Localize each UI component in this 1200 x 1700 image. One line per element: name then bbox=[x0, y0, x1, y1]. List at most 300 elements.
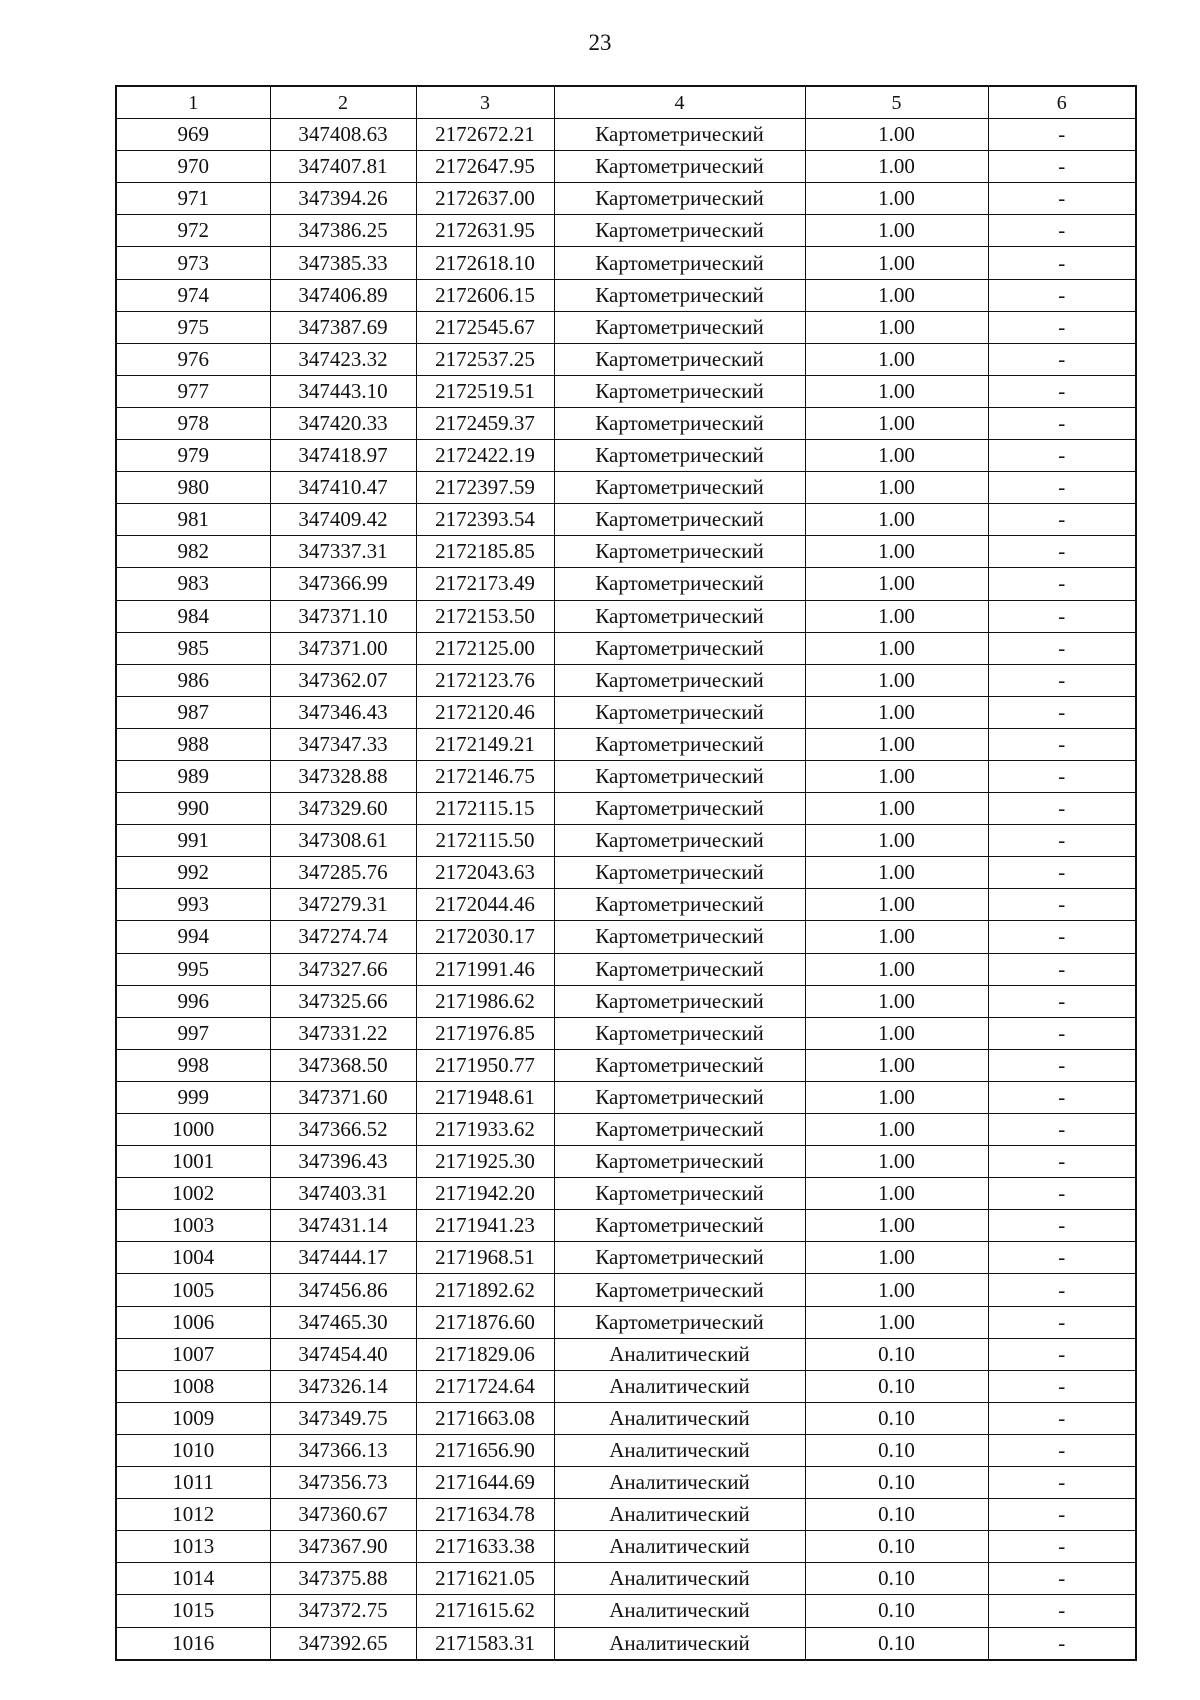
description-cell: - bbox=[988, 1049, 1136, 1081]
accuracy-cell: 1.00 bbox=[805, 1146, 988, 1178]
description-cell: - bbox=[988, 215, 1136, 247]
accuracy-cell: 1.00 bbox=[805, 215, 988, 247]
description-cell: - bbox=[988, 1627, 1136, 1660]
point-number-cell: 988 bbox=[116, 728, 270, 760]
table-row bbox=[116, 857, 1136, 889]
accuracy-cell: 1.00 bbox=[805, 889, 988, 921]
x-coordinate-cell: 347423.32 bbox=[270, 343, 416, 375]
y-coordinate-cell: 2172125.00 bbox=[416, 632, 554, 664]
description-cell: - bbox=[988, 760, 1136, 792]
method-cell: Картометрический bbox=[554, 1081, 805, 1113]
accuracy-cell: 1.00 bbox=[805, 1274, 988, 1306]
y-coordinate-cell: 2171933.62 bbox=[416, 1114, 554, 1146]
table-row bbox=[116, 1114, 1136, 1146]
accuracy-cell: 0.10 bbox=[805, 1434, 988, 1466]
y-coordinate-cell: 2172631.95 bbox=[416, 215, 554, 247]
x-coordinate-cell: 347327.66 bbox=[270, 953, 416, 985]
page-number: 23 bbox=[588, 30, 612, 55]
description-cell: - bbox=[988, 1338, 1136, 1370]
method-cell: Картометрический bbox=[554, 440, 805, 472]
accuracy-cell: 1.00 bbox=[805, 953, 988, 985]
accuracy-cell: 1.00 bbox=[805, 728, 988, 760]
table-row bbox=[116, 440, 1136, 472]
accuracy-cell: 1.00 bbox=[805, 696, 988, 728]
x-coordinate-cell: 347362.07 bbox=[270, 664, 416, 696]
x-coordinate-cell: 347403.31 bbox=[270, 1178, 416, 1210]
point-number-cell: 978 bbox=[116, 407, 270, 439]
table-row bbox=[116, 472, 1136, 504]
table-row bbox=[116, 1242, 1136, 1274]
x-coordinate-cell: 347371.00 bbox=[270, 632, 416, 664]
table-row bbox=[116, 1178, 1136, 1210]
y-coordinate-cell: 2171634.78 bbox=[416, 1499, 554, 1531]
y-coordinate-cell: 2172120.46 bbox=[416, 696, 554, 728]
method-cell: Аналитический bbox=[554, 1499, 805, 1531]
method-cell: Картометрический bbox=[554, 504, 805, 536]
y-coordinate-cell: 2172545.67 bbox=[416, 311, 554, 343]
accuracy-cell: 1.00 bbox=[805, 119, 988, 151]
description-cell: - bbox=[988, 632, 1136, 664]
description-cell: - bbox=[988, 664, 1136, 696]
description-cell: - bbox=[988, 728, 1136, 760]
point-number-cell: 974 bbox=[116, 279, 270, 311]
y-coordinate-cell: 2171950.77 bbox=[416, 1049, 554, 1081]
table-row bbox=[116, 183, 1136, 215]
description-cell: - bbox=[988, 1242, 1136, 1274]
table-row bbox=[116, 889, 1136, 921]
x-coordinate-cell: 347308.61 bbox=[270, 825, 416, 857]
table-row bbox=[116, 632, 1136, 664]
point-number-cell: 990 bbox=[116, 793, 270, 825]
accuracy-cell: 0.10 bbox=[805, 1563, 988, 1595]
x-coordinate-cell: 347409.42 bbox=[270, 504, 416, 536]
description-cell: - bbox=[988, 1402, 1136, 1434]
y-coordinate-cell: 2171724.64 bbox=[416, 1370, 554, 1402]
table-row bbox=[116, 311, 1136, 343]
method-cell: Картометрический bbox=[554, 728, 805, 760]
y-coordinate-cell: 2171621.05 bbox=[416, 1563, 554, 1595]
column-header-2: 2 bbox=[270, 86, 416, 119]
table-row bbox=[116, 985, 1136, 1017]
method-cell: Картометрический bbox=[554, 1210, 805, 1242]
table-row bbox=[116, 375, 1136, 407]
description-cell: - bbox=[988, 472, 1136, 504]
x-coordinate-cell: 347385.33 bbox=[270, 247, 416, 279]
accuracy-cell: 1.00 bbox=[805, 472, 988, 504]
description-cell: - bbox=[988, 1467, 1136, 1499]
x-coordinate-cell: 347431.14 bbox=[270, 1210, 416, 1242]
description-cell: - bbox=[988, 953, 1136, 985]
point-number-cell: 994 bbox=[116, 921, 270, 953]
point-number-cell: 977 bbox=[116, 375, 270, 407]
table-row bbox=[116, 1499, 1136, 1531]
accuracy-cell: 1.00 bbox=[805, 600, 988, 632]
y-coordinate-cell: 2172149.21 bbox=[416, 728, 554, 760]
table-row bbox=[116, 119, 1136, 151]
description-cell: - bbox=[988, 793, 1136, 825]
method-cell: Картометрический bbox=[554, 311, 805, 343]
method-cell: Аналитический bbox=[554, 1370, 805, 1402]
description-cell: - bbox=[988, 1017, 1136, 1049]
accuracy-cell: 1.00 bbox=[805, 1017, 988, 1049]
x-coordinate-cell: 347331.22 bbox=[270, 1017, 416, 1049]
coordinates-table bbox=[115, 85, 1137, 1661]
point-number-cell: 983 bbox=[116, 568, 270, 600]
y-coordinate-cell: 2171656.90 bbox=[416, 1434, 554, 1466]
x-coordinate-cell: 347454.40 bbox=[270, 1338, 416, 1370]
x-coordinate-cell: 347356.73 bbox=[270, 1467, 416, 1499]
point-number-cell: 972 bbox=[116, 215, 270, 247]
table-row bbox=[116, 1531, 1136, 1563]
accuracy-cell: 1.00 bbox=[805, 857, 988, 889]
accuracy-cell: 0.10 bbox=[805, 1595, 988, 1627]
point-number-cell: 1016 bbox=[116, 1627, 270, 1660]
accuracy-cell: 1.00 bbox=[805, 632, 988, 664]
table-row bbox=[116, 151, 1136, 183]
point-number-cell: 992 bbox=[116, 857, 270, 889]
description-cell: - bbox=[988, 696, 1136, 728]
description-cell: - bbox=[988, 247, 1136, 279]
point-number-cell: 986 bbox=[116, 664, 270, 696]
accuracy-cell: 1.00 bbox=[805, 1306, 988, 1338]
x-coordinate-cell: 347274.74 bbox=[270, 921, 416, 953]
table-row bbox=[116, 1081, 1136, 1113]
method-cell: Картометрический bbox=[554, 343, 805, 375]
point-number-cell: 981 bbox=[116, 504, 270, 536]
description-cell: - bbox=[988, 1306, 1136, 1338]
table-row bbox=[116, 536, 1136, 568]
column-header-1: 1 bbox=[116, 86, 270, 119]
table-body bbox=[116, 119, 1136, 1660]
accuracy-cell: 1.00 bbox=[805, 985, 988, 1017]
accuracy-cell: 0.10 bbox=[805, 1627, 988, 1660]
table-row bbox=[116, 1306, 1136, 1338]
description-cell: - bbox=[988, 857, 1136, 889]
point-number-cell: 1013 bbox=[116, 1531, 270, 1563]
y-coordinate-cell: 2171892.62 bbox=[416, 1274, 554, 1306]
method-cell: Картометрический bbox=[554, 1114, 805, 1146]
x-coordinate-cell: 347279.31 bbox=[270, 889, 416, 921]
table-row bbox=[116, 793, 1136, 825]
column-header-3: 3 bbox=[416, 86, 554, 119]
table-row bbox=[116, 1017, 1136, 1049]
method-cell: Картометрический bbox=[554, 151, 805, 183]
method-cell: Картометрический bbox=[554, 793, 805, 825]
accuracy-cell: 0.10 bbox=[805, 1467, 988, 1499]
y-coordinate-cell: 2171663.08 bbox=[416, 1402, 554, 1434]
table-row bbox=[116, 1274, 1136, 1306]
method-cell: Картометрический bbox=[554, 568, 805, 600]
description-cell: - bbox=[988, 504, 1136, 536]
description-cell: - bbox=[988, 921, 1136, 953]
description-cell: - bbox=[988, 1178, 1136, 1210]
y-coordinate-cell: 2172115.15 bbox=[416, 793, 554, 825]
description-cell: - bbox=[988, 375, 1136, 407]
x-coordinate-cell: 347368.50 bbox=[270, 1049, 416, 1081]
description-cell: - bbox=[988, 1499, 1136, 1531]
y-coordinate-cell: 2172153.50 bbox=[416, 600, 554, 632]
method-cell: Картометрический bbox=[554, 1017, 805, 1049]
x-coordinate-cell: 347349.75 bbox=[270, 1402, 416, 1434]
description-cell: - bbox=[988, 1146, 1136, 1178]
point-number-cell: 984 bbox=[116, 600, 270, 632]
accuracy-cell: 1.00 bbox=[805, 664, 988, 696]
point-number-cell: 1010 bbox=[116, 1434, 270, 1466]
description-cell: - bbox=[988, 825, 1136, 857]
point-number-cell: 973 bbox=[116, 247, 270, 279]
method-cell: Картометрический bbox=[554, 407, 805, 439]
method-cell: Аналитический bbox=[554, 1434, 805, 1466]
header-row bbox=[116, 86, 1136, 119]
x-coordinate-cell: 347366.13 bbox=[270, 1434, 416, 1466]
method-cell: Картометрический bbox=[554, 1242, 805, 1274]
method-cell: Картометрический bbox=[554, 536, 805, 568]
y-coordinate-cell: 2172606.15 bbox=[416, 279, 554, 311]
method-cell: Картометрический bbox=[554, 1049, 805, 1081]
y-coordinate-cell: 2172115.50 bbox=[416, 825, 554, 857]
description-cell: - bbox=[988, 600, 1136, 632]
table-row bbox=[116, 600, 1136, 632]
description-cell: - bbox=[988, 1081, 1136, 1113]
point-number-cell: 1014 bbox=[116, 1563, 270, 1595]
column-header-5: 5 bbox=[805, 86, 988, 119]
y-coordinate-cell: 2172043.63 bbox=[416, 857, 554, 889]
method-cell: Аналитический bbox=[554, 1627, 805, 1660]
method-cell: Картометрический bbox=[554, 1274, 805, 1306]
x-coordinate-cell: 347444.17 bbox=[270, 1242, 416, 1274]
column-header-6: 6 bbox=[988, 86, 1136, 119]
description-cell: - bbox=[988, 1274, 1136, 1306]
point-number-cell: 1008 bbox=[116, 1370, 270, 1402]
accuracy-cell: 1.00 bbox=[805, 407, 988, 439]
table-row bbox=[116, 1434, 1136, 1466]
table-row bbox=[116, 696, 1136, 728]
y-coordinate-cell: 2171615.62 bbox=[416, 1595, 554, 1627]
column-header-4: 4 bbox=[554, 86, 805, 119]
method-cell: Картометрический bbox=[554, 825, 805, 857]
method-cell: Аналитический bbox=[554, 1467, 805, 1499]
y-coordinate-cell: 2171968.51 bbox=[416, 1242, 554, 1274]
method-cell: Картометрический bbox=[554, 664, 805, 696]
table-row bbox=[116, 247, 1136, 279]
method-cell: Картометрический bbox=[554, 600, 805, 632]
table-row bbox=[116, 407, 1136, 439]
accuracy-cell: 1.00 bbox=[805, 793, 988, 825]
table-row bbox=[116, 1563, 1136, 1595]
accuracy-cell: 1.00 bbox=[805, 921, 988, 953]
x-coordinate-cell: 347418.97 bbox=[270, 440, 416, 472]
y-coordinate-cell: 2171948.61 bbox=[416, 1081, 554, 1113]
accuracy-cell: 1.00 bbox=[805, 1049, 988, 1081]
table-row bbox=[116, 953, 1136, 985]
description-cell: - bbox=[988, 440, 1136, 472]
table-row bbox=[116, 1402, 1136, 1434]
method-cell: Картометрический bbox=[554, 632, 805, 664]
point-number-cell: 987 bbox=[116, 696, 270, 728]
point-number-cell: 979 bbox=[116, 440, 270, 472]
method-cell: Аналитический bbox=[554, 1338, 805, 1370]
x-coordinate-cell: 347371.10 bbox=[270, 600, 416, 632]
x-coordinate-cell: 347392.65 bbox=[270, 1627, 416, 1660]
point-number-cell: 1001 bbox=[116, 1146, 270, 1178]
point-number-cell: 991 bbox=[116, 825, 270, 857]
y-coordinate-cell: 2171644.69 bbox=[416, 1467, 554, 1499]
y-coordinate-cell: 2171976.85 bbox=[416, 1017, 554, 1049]
table-row bbox=[116, 1210, 1136, 1242]
y-coordinate-cell: 2172146.75 bbox=[416, 760, 554, 792]
accuracy-cell: 1.00 bbox=[805, 760, 988, 792]
accuracy-cell: 1.00 bbox=[805, 825, 988, 857]
x-coordinate-cell: 347387.69 bbox=[270, 311, 416, 343]
y-coordinate-cell: 2171991.46 bbox=[416, 953, 554, 985]
description-cell: - bbox=[988, 279, 1136, 311]
x-coordinate-cell: 347420.33 bbox=[270, 407, 416, 439]
table-row bbox=[116, 568, 1136, 600]
description-cell: - bbox=[988, 151, 1136, 183]
point-number-cell: 1007 bbox=[116, 1338, 270, 1370]
y-coordinate-cell: 2172173.49 bbox=[416, 568, 554, 600]
description-cell: - bbox=[988, 311, 1136, 343]
description-cell: - bbox=[988, 1531, 1136, 1563]
point-number-cell: 1000 bbox=[116, 1114, 270, 1146]
accuracy-cell: 1.00 bbox=[805, 504, 988, 536]
y-coordinate-cell: 2171925.30 bbox=[416, 1146, 554, 1178]
table-row bbox=[116, 760, 1136, 792]
point-number-cell: 970 bbox=[116, 151, 270, 183]
point-number-cell: 1005 bbox=[116, 1274, 270, 1306]
y-coordinate-cell: 2172030.17 bbox=[416, 921, 554, 953]
table-row bbox=[116, 825, 1136, 857]
accuracy-cell: 1.00 bbox=[805, 568, 988, 600]
point-number-cell: 989 bbox=[116, 760, 270, 792]
table-row bbox=[116, 343, 1136, 375]
y-coordinate-cell: 2171583.31 bbox=[416, 1627, 554, 1660]
point-number-cell: 995 bbox=[116, 953, 270, 985]
accuracy-cell: 0.10 bbox=[805, 1370, 988, 1402]
method-cell: Картометрический bbox=[554, 1178, 805, 1210]
method-cell: Картометрический bbox=[554, 985, 805, 1017]
accuracy-cell: 1.00 bbox=[805, 279, 988, 311]
description-cell: - bbox=[988, 183, 1136, 215]
point-number-cell: 993 bbox=[116, 889, 270, 921]
accuracy-cell: 1.00 bbox=[805, 1114, 988, 1146]
method-cell: Картометрический bbox=[554, 953, 805, 985]
x-coordinate-cell: 347366.99 bbox=[270, 568, 416, 600]
description-cell: - bbox=[988, 343, 1136, 375]
x-coordinate-cell: 347375.88 bbox=[270, 1563, 416, 1595]
x-coordinate-cell: 347326.14 bbox=[270, 1370, 416, 1402]
x-coordinate-cell: 347360.67 bbox=[270, 1499, 416, 1531]
point-number-cell: 976 bbox=[116, 343, 270, 375]
accuracy-cell: 1.00 bbox=[805, 440, 988, 472]
y-coordinate-cell: 2171942.20 bbox=[416, 1178, 554, 1210]
point-number-cell: 985 bbox=[116, 632, 270, 664]
x-coordinate-cell: 347285.76 bbox=[270, 857, 416, 889]
description-cell: - bbox=[988, 119, 1136, 151]
method-cell: Картометрический bbox=[554, 375, 805, 407]
table-row bbox=[116, 1595, 1136, 1627]
accuracy-cell: 0.10 bbox=[805, 1531, 988, 1563]
table-header bbox=[116, 86, 1136, 119]
table-row bbox=[116, 1049, 1136, 1081]
method-cell: Картометрический bbox=[554, 215, 805, 247]
y-coordinate-cell: 2172044.46 bbox=[416, 889, 554, 921]
method-cell: Аналитический bbox=[554, 1595, 805, 1627]
point-number-cell: 1003 bbox=[116, 1210, 270, 1242]
description-cell: - bbox=[988, 407, 1136, 439]
table-row bbox=[116, 1146, 1136, 1178]
x-coordinate-cell: 347396.43 bbox=[270, 1146, 416, 1178]
accuracy-cell: 1.00 bbox=[805, 183, 988, 215]
x-coordinate-cell: 347443.10 bbox=[270, 375, 416, 407]
table-row bbox=[116, 504, 1136, 536]
description-cell: - bbox=[988, 985, 1136, 1017]
x-coordinate-cell: 347347.33 bbox=[270, 728, 416, 760]
method-cell: Картометрический bbox=[554, 279, 805, 311]
y-coordinate-cell: 2171829.06 bbox=[416, 1338, 554, 1370]
table-row bbox=[116, 215, 1136, 247]
description-cell: - bbox=[988, 889, 1136, 921]
method-cell: Картометрический bbox=[554, 119, 805, 151]
method-cell: Картометрический bbox=[554, 889, 805, 921]
y-coordinate-cell: 2172397.59 bbox=[416, 472, 554, 504]
x-coordinate-cell: 347325.66 bbox=[270, 985, 416, 1017]
description-cell: - bbox=[988, 1210, 1136, 1242]
y-coordinate-cell: 2171876.60 bbox=[416, 1306, 554, 1338]
method-cell: Картометрический bbox=[554, 183, 805, 215]
x-coordinate-cell: 347408.63 bbox=[270, 119, 416, 151]
point-number-cell: 975 bbox=[116, 311, 270, 343]
x-coordinate-cell: 347394.26 bbox=[270, 183, 416, 215]
accuracy-cell: 1.00 bbox=[805, 536, 988, 568]
description-cell: - bbox=[988, 1434, 1136, 1466]
description-cell: - bbox=[988, 1563, 1136, 1595]
y-coordinate-cell: 2171986.62 bbox=[416, 985, 554, 1017]
description-cell: - bbox=[988, 568, 1136, 600]
table-row bbox=[116, 728, 1136, 760]
y-coordinate-cell: 2172637.00 bbox=[416, 183, 554, 215]
point-number-cell: 1012 bbox=[116, 1499, 270, 1531]
method-cell: Картометрический bbox=[554, 247, 805, 279]
x-coordinate-cell: 347386.25 bbox=[270, 215, 416, 247]
table-row bbox=[116, 664, 1136, 696]
x-coordinate-cell: 347406.89 bbox=[270, 279, 416, 311]
y-coordinate-cell: 2172422.19 bbox=[416, 440, 554, 472]
y-coordinate-cell: 2171633.38 bbox=[416, 1531, 554, 1563]
table-row bbox=[116, 1338, 1136, 1370]
x-coordinate-cell: 347465.30 bbox=[270, 1306, 416, 1338]
method-cell: Аналитический bbox=[554, 1563, 805, 1595]
y-coordinate-cell: 2171941.23 bbox=[416, 1210, 554, 1242]
accuracy-cell: 1.00 bbox=[805, 1210, 988, 1242]
method-cell: Картометрический bbox=[554, 1306, 805, 1338]
point-number-cell: 1011 bbox=[116, 1467, 270, 1499]
point-number-cell: 996 bbox=[116, 985, 270, 1017]
point-number-cell: 997 bbox=[116, 1017, 270, 1049]
accuracy-cell: 1.00 bbox=[805, 375, 988, 407]
accuracy-cell: 1.00 bbox=[805, 1178, 988, 1210]
x-coordinate-cell: 347367.90 bbox=[270, 1531, 416, 1563]
method-cell: Картометрический bbox=[554, 921, 805, 953]
accuracy-cell: 0.10 bbox=[805, 1338, 988, 1370]
x-coordinate-cell: 347366.52 bbox=[270, 1114, 416, 1146]
table-row bbox=[116, 1627, 1136, 1660]
y-coordinate-cell: 2172459.37 bbox=[416, 407, 554, 439]
point-number-cell: 1002 bbox=[116, 1178, 270, 1210]
accuracy-cell: 1.00 bbox=[805, 311, 988, 343]
description-cell: - bbox=[988, 1595, 1136, 1627]
accuracy-cell: 1.00 bbox=[805, 247, 988, 279]
